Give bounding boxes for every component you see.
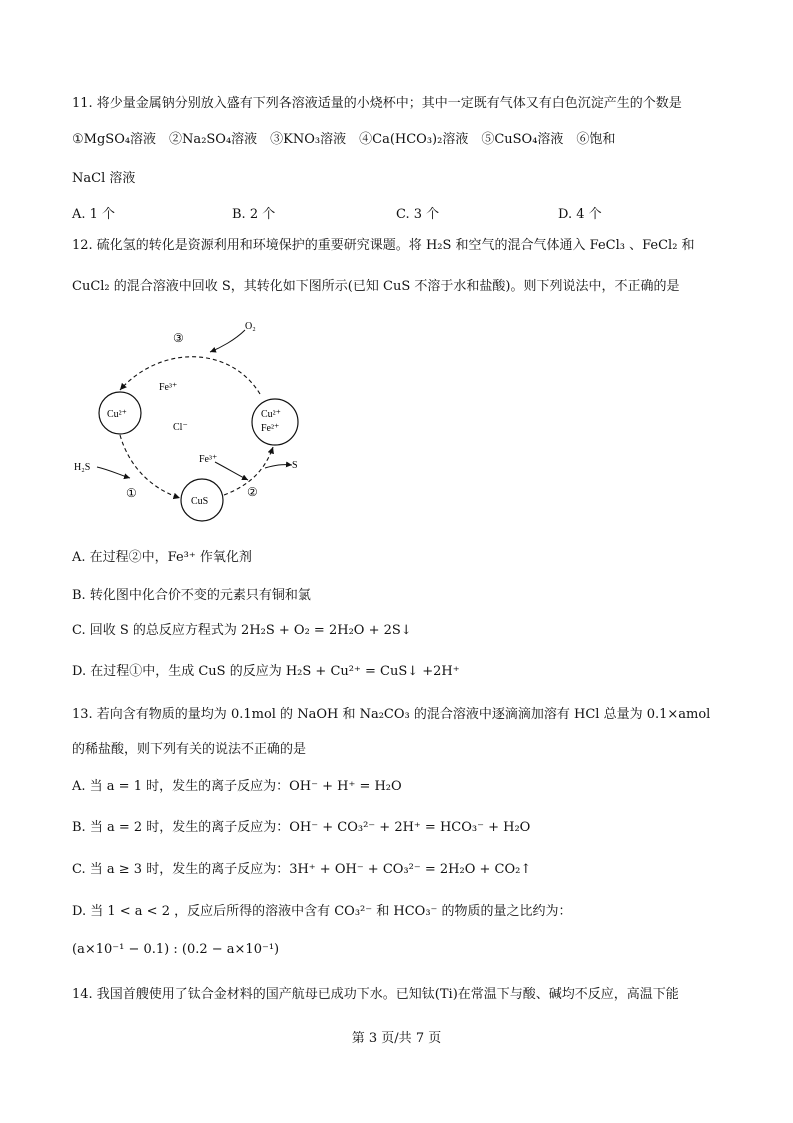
q12-stem-line2: CuCl₂ 的混合溶液中回收 S，其转化如下图所示(已知 CuS 不溶于水和盐酸)。则下列说法中，不正确的是: [72, 279, 680, 294]
h2s-arrow: [97, 467, 130, 478]
s-label: S: [292, 460, 298, 471]
fe3-bottom-arrow: [215, 462, 248, 480]
q13-stem-line2: 的稀盐酸，则下列有关的说法不正确的是: [72, 742, 307, 757]
q11-items: ①MgSO₄溶液 ②Na₂SO₄溶液 ③KNO₃溶液 ④Ca(HCO₃)₂溶液 ⑤CuSO₄溶液 ⑥饱和: [72, 132, 616, 147]
cus-label: CuS: [191, 496, 209, 507]
q12-option-b: B. 转化图中化合价不变的元素只有铜和氯: [72, 588, 311, 603]
o2-label: O₂: [245, 321, 256, 332]
q12-stem-line1: 12. 硫化氢的转化是资源利用和环境保护的重要研究课题。将 H₂S 和空气的混合气体通入 FeCl₃ 、FeCl₂ 和: [72, 238, 695, 253]
q12-option-d: D. 在过程①中，生成 CuS 的反应为 H₂S + Cu²⁺ = CuS↓ +2H⁺: [72, 664, 460, 679]
q13-option-b: B. 当 a = 2 时，发生的离子反应为：OH⁻ + CO₃²⁻ + 2H⁺ = HCO₃⁻ + H₂O: [72, 820, 531, 835]
q11-items-tail: NaCl 溶液: [72, 171, 136, 186]
o2-arrow: [210, 330, 245, 352]
h2s-label: H₂S: [74, 462, 91, 473]
step1-label: ①: [126, 486, 137, 500]
cu2-right-label: Cu²⁺: [261, 409, 281, 420]
q11-option-b: B. 2 个: [232, 207, 276, 222]
q12-conversion-diagram: [60, 310, 320, 530]
step3-label: ③: [173, 331, 184, 345]
cu-fe-circle: [252, 399, 298, 445]
q13-option-a: A. 当 a = 1 时，发生的离子反应为：OH⁻ + H⁺ = H₂O: [72, 779, 402, 794]
q13-stem-line1: 13. 若向含有物质的量均为 0.1mol 的 NaOH 和 Na₂CO₃ 的混合溶液中逐滴滴加溶有 HCl 总量为 0.1×amol: [72, 707, 711, 722]
q12-option-c: C. 回收 S 的总反应方程式为 2H₂S + O₂ = 2H₂O + 2S↓: [72, 623, 412, 638]
q11-option-a: A. 1 个: [72, 207, 116, 222]
q14-stem: 14. 我国首艘使用了钛合金材料的国产航母已成功下水。已知钛(Ti)在常温下与酸、碱均不反应，高温下能: [72, 987, 679, 1002]
q13-option-d: D. 当 1 < a < 2 ，反应后所得的溶液中含有 CO₃²⁻ 和 HCO₃⁻ 的物质的量之比约为：: [72, 904, 572, 919]
cu2-label: Cu²⁺: [107, 409, 127, 420]
q13-option-c: C. 当 a ≥ 3 时，发生的离子反应为：3H⁺ + OH⁻ + CO₃²⁻ = 2H₂O + CO₂↑: [72, 862, 532, 877]
q12-option-a: A. 在过程②中，Fe³⁺ 作氧化剂: [72, 550, 252, 565]
q13-option-d-expression: (a×10⁻¹ − 0.1) : (0.2 − a×10⁻¹): [72, 942, 280, 957]
page-footer: 第 3 页/共 7 页: [351, 1031, 442, 1046]
fe2-right-label: Fe²⁺: [261, 423, 280, 434]
fe3-top-label: Fe³⁺: [159, 382, 178, 393]
fe3-bottom-label: Fe³⁺: [199, 454, 218, 465]
q11-stem: 11. 将少量金属钠分别放入盛有下列各溶液适量的小烧杯中；其中一定既有气体又有白色沉淀产生的个数是: [72, 96, 682, 111]
cl-label: Cl⁻: [173, 422, 188, 433]
step2-label: ②: [247, 485, 258, 499]
q11-option-c: C. 3 个: [396, 207, 440, 222]
s-arrow: [265, 465, 292, 468]
arc-right-to-left: [120, 357, 260, 394]
q11-option-d: D. 4 个: [558, 207, 602, 222]
